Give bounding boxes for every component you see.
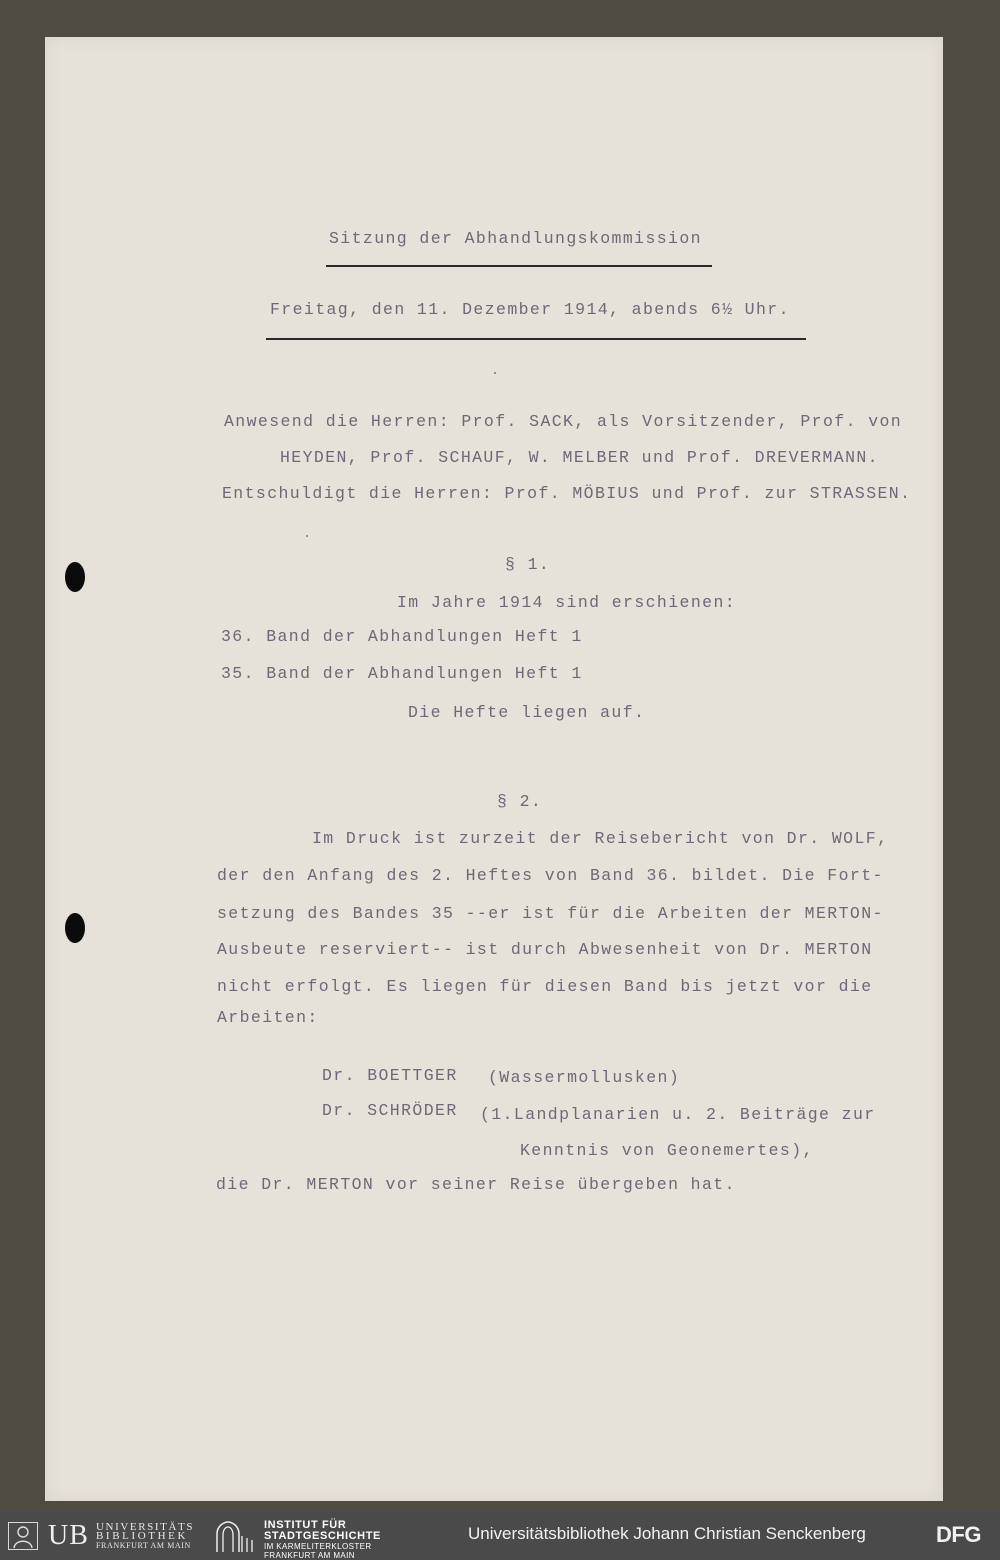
date-line: Freitag, den 11. Dezember 1914, abends 6½ Uhr. <box>270 300 790 319</box>
section-1-line: 36. Band der Abhandlungen Heft 1 <box>221 627 583 646</box>
ist-line-4: FRANKFURT AM MAIN <box>264 1551 355 1560</box>
ist-line-3: IM KARMELITERKLOSTER <box>264 1542 372 1551</box>
ub-line-2: BIBLIOTHEK <box>96 1530 188 1542</box>
section-2-line: setzung des Bandes 35 --er ist für die Arbeiten der MERTON- <box>217 904 884 923</box>
section-2-mark: § 2. <box>497 792 543 811</box>
closing-line: die Dr. MERTON vor seiner Reise übergeben hat. <box>216 1175 736 1194</box>
work-title-continued: Kenntnis von Geonemertes), <box>520 1141 814 1160</box>
work-title: (Wassermollusken) <box>488 1068 681 1087</box>
section-2-line: Ausbeute reserviert-- ist durch Abwesenheit von Dr. MERTON <box>217 940 873 959</box>
ub-logo-text <box>96 1523 194 1550</box>
section-2-line: Arbeiten: <box>217 1008 319 1027</box>
ink-dot <box>306 535 308 537</box>
section-1-line: 35. Band der Abhandlungen Heft 1 <box>221 664 583 683</box>
library-name: Universitätsbibliothek Johann Christian Senckenberg <box>468 1524 866 1543</box>
date-underline <box>266 338 806 340</box>
document-page <box>45 37 943 1501</box>
punch-hole-bottom <box>65 913 85 943</box>
ub-line-3: FRANKFURT AM MAIN <box>96 1541 191 1550</box>
ub-line-1: UNIVERSITÄTS <box>96 1521 195 1533</box>
institute-logo-text <box>264 1520 381 1560</box>
ist-line-1: INSTITUT FÜR <box>264 1519 347 1531</box>
attendance-line-2: HEYDEN, Prof. SCHAUF, W. MELBER und Prof. DREVERMANN. <box>280 448 879 467</box>
section-2-line: Im Druck ist zurzeit der Reisebericht von Dr. WOLF, <box>312 829 889 848</box>
work-author: Dr. SCHRÖDER <box>322 1101 458 1120</box>
institute-arch-icon <box>214 1520 254 1552</box>
work-title: (1.Landplanarien u. 2. Beiträge zur <box>480 1105 876 1124</box>
section-1-line: Die Hefte liegen auf. <box>408 703 646 722</box>
section-1-line: Im Jahre 1914 sind erschienen: <box>397 593 737 612</box>
ink-dot <box>494 372 496 374</box>
punch-hole-top <box>65 562 85 592</box>
heading-underline <box>326 265 712 267</box>
ub-logo-letters: UB <box>48 1520 89 1551</box>
section-2-line: nicht erfolgt. Es liegen für diesen Band bis jetzt vor die <box>217 977 873 996</box>
excused-line: Entschuldigt die Herren: Prof. MÖBIUS und Prof. zur STRASSEN. <box>222 484 912 503</box>
dfg-logo: DFG <box>936 1522 981 1547</box>
document-heading: Sitzung der Abhandlungskommission <box>329 229 702 248</box>
section-2-line: der den Anfang des 2. Heftes von Band 36. bildet. Die Fort- <box>217 866 884 885</box>
section-1-mark: § 1. <box>505 555 551 574</box>
ist-line-2: STADTGESCHICHTE <box>264 1530 381 1542</box>
ub-portrait-logo <box>8 1522 38 1550</box>
work-author: Dr. BOETTGER <box>322 1066 458 1085</box>
attendance-line-1: Anwesend die Herren: Prof. SACK, als Vorsitzender, Prof. von <box>224 412 903 431</box>
footer-bar <box>0 1510 1000 1560</box>
